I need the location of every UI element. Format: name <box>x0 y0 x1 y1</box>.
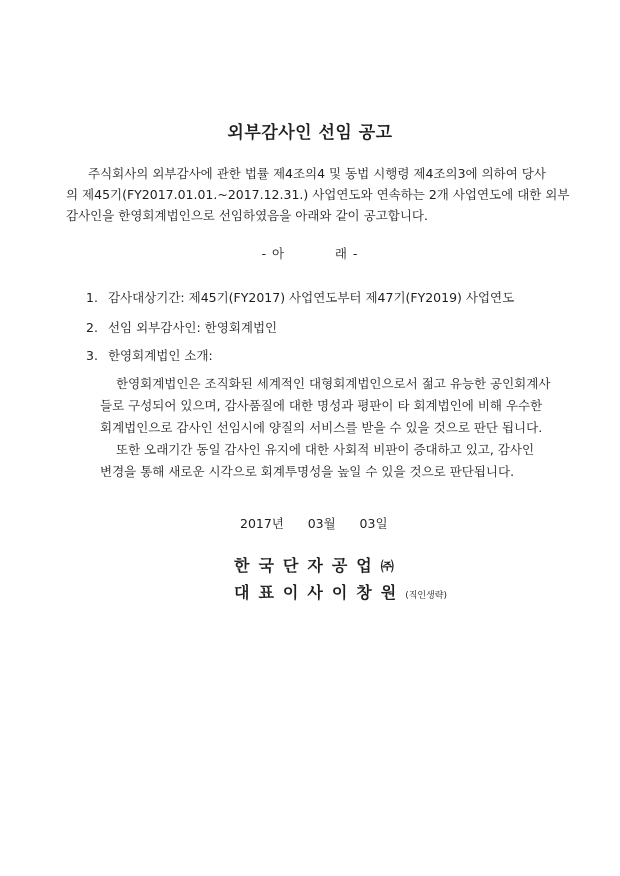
list-item-number: 3. <box>86 348 98 363</box>
firm-intro-line: 들로 구성되어 있으며, 감사품질에 대한 명성과 평판이 타 회계법인에 비해 우수한 <box>100 398 543 413</box>
intro-paragraph <box>66 163 570 226</box>
list-item-text: 감사대상기간: 제45기(FY2017) 사업연도부터 제47기(FY2019) 사업연도 <box>107 290 515 305</box>
list-item-text: 한영회계법인 소개: <box>107 348 213 363</box>
representative-line <box>234 580 447 603</box>
company-name: 한국단자공업 <box>234 556 381 575</box>
list-item-number: 1. <box>86 290 98 305</box>
seal-omitted-note: (직인생략) <box>405 591 448 601</box>
intro-line: 주식회사의 외부감사에 관한 법률 제4조의4 및 동법 시행령 제4조의3에 의하여 당사 <box>88 166 546 181</box>
list-item <box>86 288 514 306</box>
corporation-mark: ㈜ <box>380 560 394 575</box>
firm-intro-paragraph <box>100 373 552 483</box>
intro-line: 의 제45기(FY2017.01.01.~2017.12.31.) 사업연도와 연속하는 2개 사업연도에 대한 외부 <box>66 187 570 202</box>
firm-intro-line: 또한 오래기간 동일 감사인 유지에 대한 사회적 비판이 증대하고 있고, 감사인 <box>116 442 535 457</box>
list-item <box>86 318 277 336</box>
list-item-text: 선임 외부감사인: 한영회계법인 <box>107 320 278 335</box>
representative-name: 대표이사이창원 <box>234 583 406 602</box>
firm-intro-line: 회계법인으로 감사인 선임시에 양질의 서비스를 받을 수 있을 것으로 판단 됩니다. <box>100 420 543 435</box>
notice-title: 외부감사인 선임 공고 <box>227 123 393 143</box>
company-name-line <box>234 553 394 576</box>
list-item <box>86 346 213 364</box>
section-heading: - 아 래 - <box>261 246 359 261</box>
firm-intro-line: 변경을 통해 새로운 시각으로 회계투명성을 높일 수 있을 것으로 판단됩니다. <box>100 464 515 479</box>
notice-date: 2017년 03월 03일 <box>240 516 388 531</box>
intro-line: 감사인을 한영회계법인으로 선임하였음을 아래와 같이 공고합니다. <box>66 208 428 223</box>
list-item-number: 2. <box>86 320 98 335</box>
firm-intro-line: 한영회계법인은 조직화된 세계적인 대형회계법인으로서 젊고 유능한 공인회계사 <box>116 376 551 391</box>
